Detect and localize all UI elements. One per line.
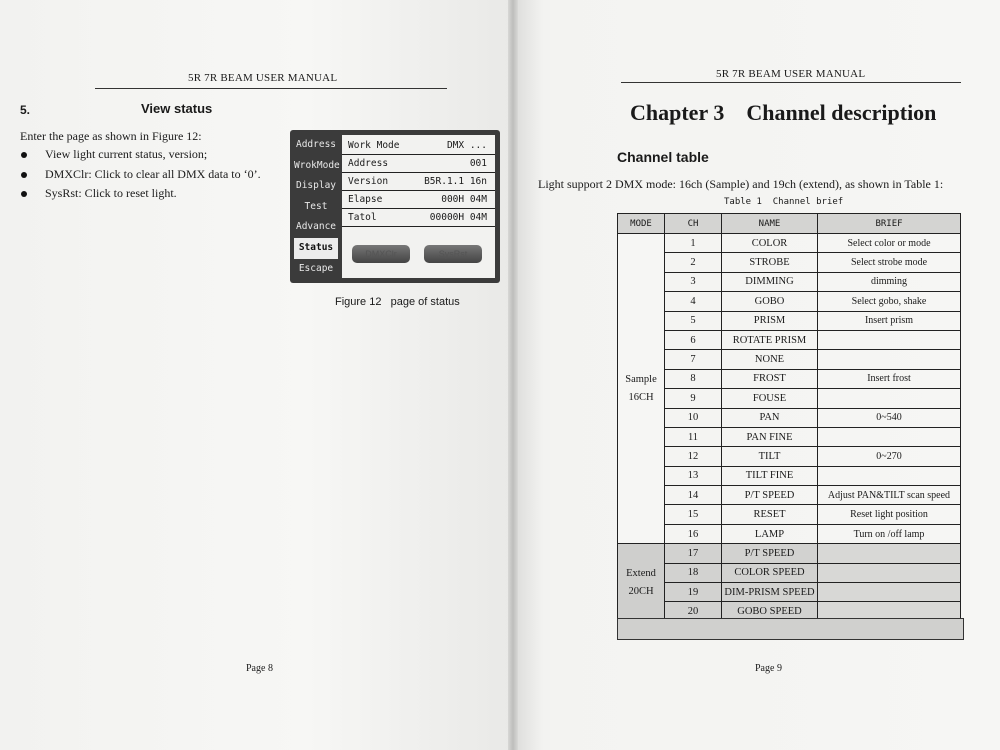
status-row-version — [342, 173, 495, 191]
bullet-dot-icon — [21, 172, 27, 178]
chapter-heading — [630, 100, 936, 126]
status-label: Tatol — [348, 212, 377, 223]
sysrst-button[interactable]: SysRst — [424, 245, 482, 263]
ch-cell: 18 — [665, 563, 722, 582]
bullet-dot-icon — [21, 152, 27, 158]
table-row — [618, 389, 961, 408]
ch-cell: 6 — [665, 330, 722, 349]
bullet-item — [20, 166, 270, 184]
table-row — [618, 330, 961, 349]
status-value: B5R.1.1 16n — [424, 176, 487, 187]
brief-cell — [818, 350, 961, 369]
ch-cell: 14 — [665, 486, 722, 505]
left-header-rule — [95, 88, 447, 89]
name-cell: FROST — [722, 369, 818, 388]
brief-cell: Insert frost — [818, 369, 961, 388]
ch-cell: 10 — [665, 408, 722, 427]
menu-item-test[interactable]: Test — [304, 200, 328, 212]
mode-channel-count: 16CH — [628, 391, 654, 403]
right-page-header: 5R 7R BEAM USER MANUAL — [716, 68, 866, 80]
name-cell: PRISM — [722, 311, 818, 330]
table-row — [618, 505, 961, 524]
status-value: 00000H 04M — [429, 212, 487, 223]
name-cell: DIM-PRISM SPEED — [722, 583, 818, 602]
table-footer-band — [617, 618, 964, 640]
brief-cell: 0~540 — [818, 408, 961, 427]
name-cell: COLOR SPEED — [722, 563, 818, 582]
ch-cell: 11 — [665, 427, 722, 446]
name-cell: PAN FINE — [722, 427, 818, 446]
menu-item-address[interactable]: Address — [295, 139, 337, 150]
chapter-title: Channel description — [746, 100, 937, 125]
menu-item-advance[interactable]: Advance — [295, 221, 337, 233]
channel-table-heading: Channel table — [617, 149, 709, 165]
device-status-panel — [342, 135, 495, 278]
ch-cell: 19 — [665, 583, 722, 602]
table-row — [618, 447, 961, 466]
table-row — [618, 408, 961, 427]
bullet-list — [20, 146, 270, 205]
status-row-workmode — [342, 137, 495, 155]
section-title: View status — [141, 101, 213, 116]
menu-item-status[interactable]: Status — [294, 238, 338, 259]
brief-cell — [818, 466, 961, 485]
ch-cell: 1 — [665, 234, 722, 253]
table-row — [618, 486, 961, 505]
ch-cell: 13 — [665, 466, 722, 485]
table-row — [618, 583, 961, 602]
mode-label: Sample — [625, 373, 657, 385]
dmxclr-button[interactable]: DMXClr — [352, 245, 410, 263]
ch-cell: 7 — [665, 350, 722, 369]
brief-cell — [818, 427, 961, 446]
status-label: Elapse — [348, 194, 383, 205]
brief-cell: Insert prism — [818, 311, 961, 330]
table-row — [618, 272, 961, 291]
figure-caption: Figure 12 page of status — [335, 296, 460, 308]
status-value: DMX ... — [446, 140, 487, 151]
name-cell: FOUSE — [722, 389, 818, 408]
menu-item-workmode[interactable]: WrokMode — [294, 159, 340, 171]
table-row — [618, 253, 961, 272]
table-row — [618, 427, 961, 446]
status-value: 001 — [469, 158, 487, 169]
bullet-text: SysRst: Click to reset light. — [45, 186, 177, 200]
table-row — [618, 369, 961, 388]
brief-cell: Select strobe mode — [818, 253, 961, 272]
table-row — [618, 292, 961, 311]
status-screen-figure — [290, 130, 500, 283]
name-cell: P/T SPEED — [722, 544, 818, 563]
name-cell: STROBE — [722, 253, 818, 272]
brief-cell: Adjust PAN&TILT scan speed — [818, 486, 961, 505]
status-label: Version — [348, 176, 389, 187]
name-cell: LAMP — [722, 524, 818, 543]
name-cell: ROTATE PRISM — [722, 330, 818, 349]
menu-item-escape[interactable]: Escape — [298, 262, 334, 274]
brief-cell: Select color or mode — [818, 234, 961, 253]
name-cell: GOBO SPEED — [722, 602, 818, 621]
ch-cell: 5 — [665, 311, 722, 330]
brief-cell — [818, 563, 961, 582]
brief-cell: dimming — [818, 272, 961, 291]
ch-cell: 12 — [665, 447, 722, 466]
name-cell: NONE — [722, 350, 818, 369]
brief-cell — [818, 389, 961, 408]
header-brief: BRIEF — [818, 214, 961, 234]
intro-text: Enter the page as shown in Figure 12: — [20, 129, 202, 143]
table-header-row — [618, 214, 961, 234]
table-caption: Table 1 Channel brief — [724, 197, 844, 207]
brief-cell: 0~270 — [818, 447, 961, 466]
status-row-address — [342, 155, 495, 173]
mode-cell-extend — [618, 544, 665, 622]
ch-cell: 4 — [665, 292, 722, 311]
right-header-rule — [621, 82, 961, 83]
brief-cell — [818, 330, 961, 349]
bullet-item — [20, 185, 270, 203]
table-row — [618, 544, 961, 563]
status-label: Address — [348, 158, 389, 169]
left-page-header: 5R 7R BEAM USER MANUAL — [188, 72, 338, 84]
mode-label: Extend — [626, 567, 656, 579]
header-name: NAME — [722, 214, 818, 234]
ch-cell: 9 — [665, 389, 722, 408]
name-cell: GOBO — [722, 292, 818, 311]
brief-cell: Select gobo, shake — [818, 292, 961, 311]
section-number: 5. — [20, 103, 31, 117]
menu-item-display[interactable]: Display — [295, 180, 337, 192]
chapter-label: Chapter 3 — [630, 100, 725, 125]
status-row-total — [342, 209, 495, 227]
status-row-elapse — [342, 191, 495, 209]
ch-cell: 3 — [665, 272, 722, 291]
brief-cell — [818, 544, 961, 563]
table-row — [618, 524, 961, 543]
ch-cell: 20 — [665, 602, 722, 621]
name-cell: TILT FINE — [722, 466, 818, 485]
table-row — [618, 563, 961, 582]
bullet-text: View light current status, version; — [45, 147, 208, 161]
name-cell: TILT — [722, 447, 818, 466]
ch-cell: 2 — [665, 253, 722, 272]
table-row — [618, 311, 961, 330]
dmx-support-text: Light support 2 DMX mode: 16ch (Sample) and 19ch (extend), as shown in Table 1: — [538, 177, 944, 191]
device-menu — [294, 135, 338, 279]
channel-table — [617, 213, 961, 622]
ch-cell: 16 — [665, 524, 722, 543]
header-mode: MODE — [618, 214, 665, 234]
name-cell: COLOR — [722, 234, 818, 253]
header-ch: CH — [665, 214, 722, 234]
mode-cell-sample — [618, 234, 665, 544]
right-page-number: Page 9 — [755, 663, 782, 674]
table-row — [618, 350, 961, 369]
book-gutter — [508, 0, 518, 750]
left-page-number: Page 8 — [246, 663, 273, 674]
mode-channel-count: 20CH — [628, 585, 654, 597]
name-cell: PAN — [722, 408, 818, 427]
ch-cell: 15 — [665, 505, 722, 524]
brief-cell — [818, 583, 961, 602]
name-cell: DIMMING — [722, 272, 818, 291]
bullet-dot-icon — [21, 191, 27, 197]
brief-cell: Turn on /off lamp — [818, 524, 961, 543]
ch-cell: 8 — [665, 369, 722, 388]
name-cell: P/T SPEED — [722, 486, 818, 505]
brief-cell: Reset light position — [818, 505, 961, 524]
table-row — [618, 466, 961, 485]
status-value: 000H 04M — [441, 194, 487, 205]
status-label: Work Mode — [348, 140, 400, 151]
bullet-text: DMXClr: Click to clear all DMX data to ‘0’. — [45, 166, 261, 181]
name-cell: RESET — [722, 505, 818, 524]
table-row — [618, 234, 961, 253]
ch-cell: 17 — [665, 544, 722, 563]
bullet-item — [20, 146, 270, 164]
